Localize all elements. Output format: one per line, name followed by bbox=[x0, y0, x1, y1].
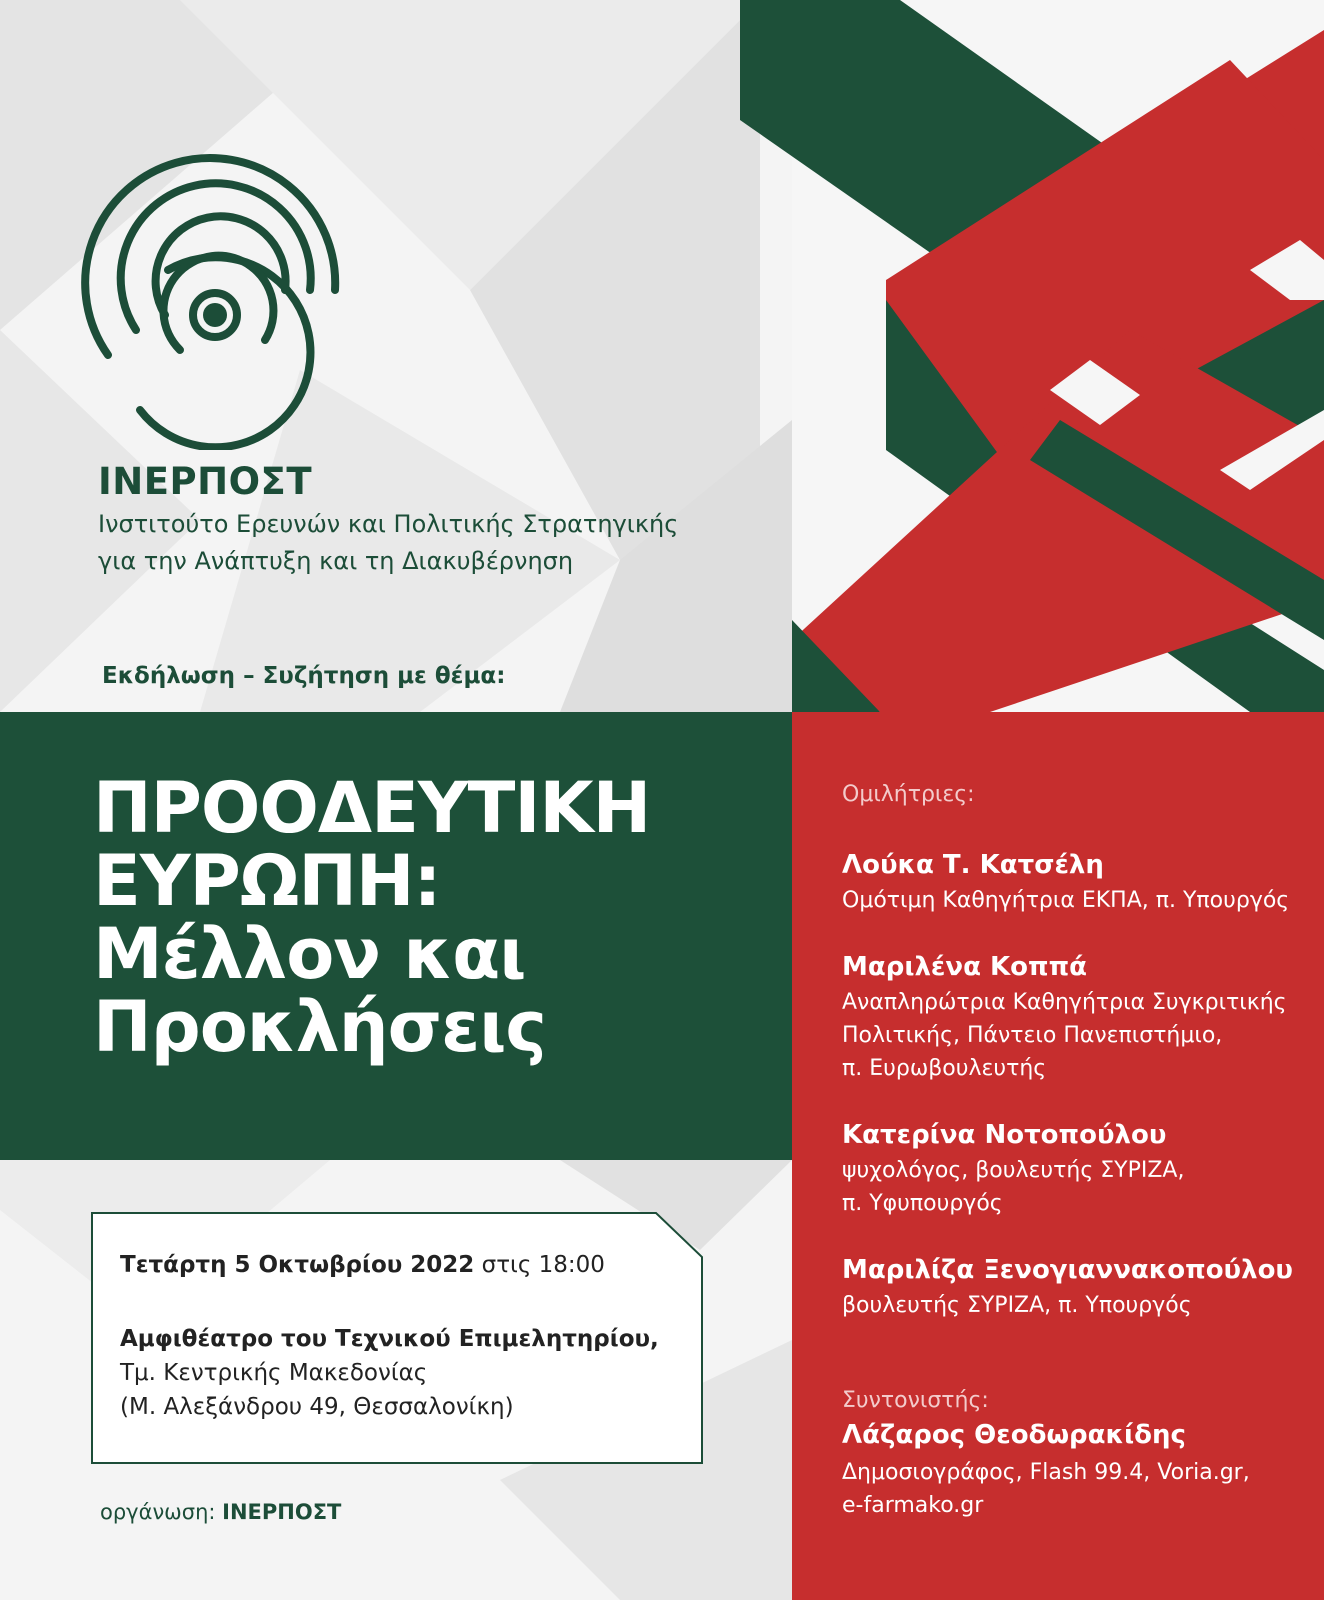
title-line-2: ΕΥΡΩΠΗ: bbox=[93, 840, 441, 922]
event-datetime bbox=[120, 1252, 605, 1278]
speaker-role: π. Υφυπουργός bbox=[842, 1191, 1003, 1216]
speaker-role: Αναπληρώτρια Καθηγήτρια Συγκριτικής bbox=[842, 990, 1287, 1015]
moderator-role: e-farmako.gr bbox=[842, 1493, 984, 1518]
title-line-3: Μέλλον και bbox=[93, 913, 526, 995]
speaker-role: Πολιτικής, Πάντειο Πανεπιστήμιο, bbox=[842, 1023, 1223, 1048]
title-line-4: Προκλήσεις bbox=[93, 986, 546, 1068]
event-venue-line2: Τμ. Κεντρικής Μακεδονίας bbox=[120, 1360, 428, 1386]
organization-name-line1: Ινστιτούτο Ερευνών και Πολιτικής Στρατηγικής bbox=[98, 510, 679, 538]
speaker-role: Ομότιμη Καθηγήτρια ΕΚΠΑ, π. Υπουργός bbox=[842, 888, 1290, 913]
moderator-role: Δημοσιογράφος, Flash 99.4, Voria.gr, bbox=[842, 1460, 1250, 1485]
speakers-label: Ομιλήτριες: bbox=[842, 782, 975, 807]
moderator-name: Λάζαρος Θεοδωρακίδης bbox=[842, 1420, 1186, 1450]
speaker-role: ψυχολόγος, βουλευτής ΣΥΡΙΖΑ, bbox=[842, 1158, 1185, 1183]
concentric-arcs-logo-icon bbox=[80, 140, 360, 450]
organizer-label: οργάνωση: bbox=[100, 1500, 216, 1524]
event-label: Εκδήλωση – Συζήτηση με θέμα: bbox=[102, 663, 506, 689]
event-time: στις 18:00 bbox=[481, 1252, 605, 1278]
speaker-name: Κατερίνα Νοτοπούλου bbox=[842, 1120, 1167, 1150]
speaker-role: βουλευτής ΣΥΡΙΖΑ, π. Υπουργός bbox=[842, 1293, 1192, 1318]
organization-name-line2: για την Ανάπτυξη και τη Διακυβέρνηση bbox=[98, 547, 574, 575]
organizer-name: ΙΝΕΡΠΟΣΤ bbox=[222, 1500, 342, 1524]
event-venue: Αμφιθέατρο του Τεχνικού Επιμελητηρίου, bbox=[120, 1326, 659, 1352]
organization-acronym: ΙΝΕΡΠΟΣΤ bbox=[98, 460, 313, 503]
title-line-1: ΠΡΟΟΔΕΥΤΙΚΗ bbox=[93, 767, 651, 849]
speaker-name: Λούκα Τ. Κατσέλη bbox=[842, 850, 1104, 880]
speaker-role: π. Ευρωβουλευτής bbox=[842, 1056, 1047, 1081]
moderator-label: Συντονιστής: bbox=[842, 1388, 989, 1413]
event-address: (Μ. Αλεξάνδρου 49, Θεσσαλονίκη) bbox=[120, 1394, 514, 1420]
speaker-name: Μαριλίζα Ξενογιαννακοπούλου bbox=[842, 1255, 1293, 1285]
event-date: Τετάρτη 5 Οκτωβρίου 2022 bbox=[120, 1252, 475, 1278]
speaker-name: Μαριλένα Κοππά bbox=[842, 952, 1088, 982]
organizer-credit bbox=[100, 1500, 341, 1524]
